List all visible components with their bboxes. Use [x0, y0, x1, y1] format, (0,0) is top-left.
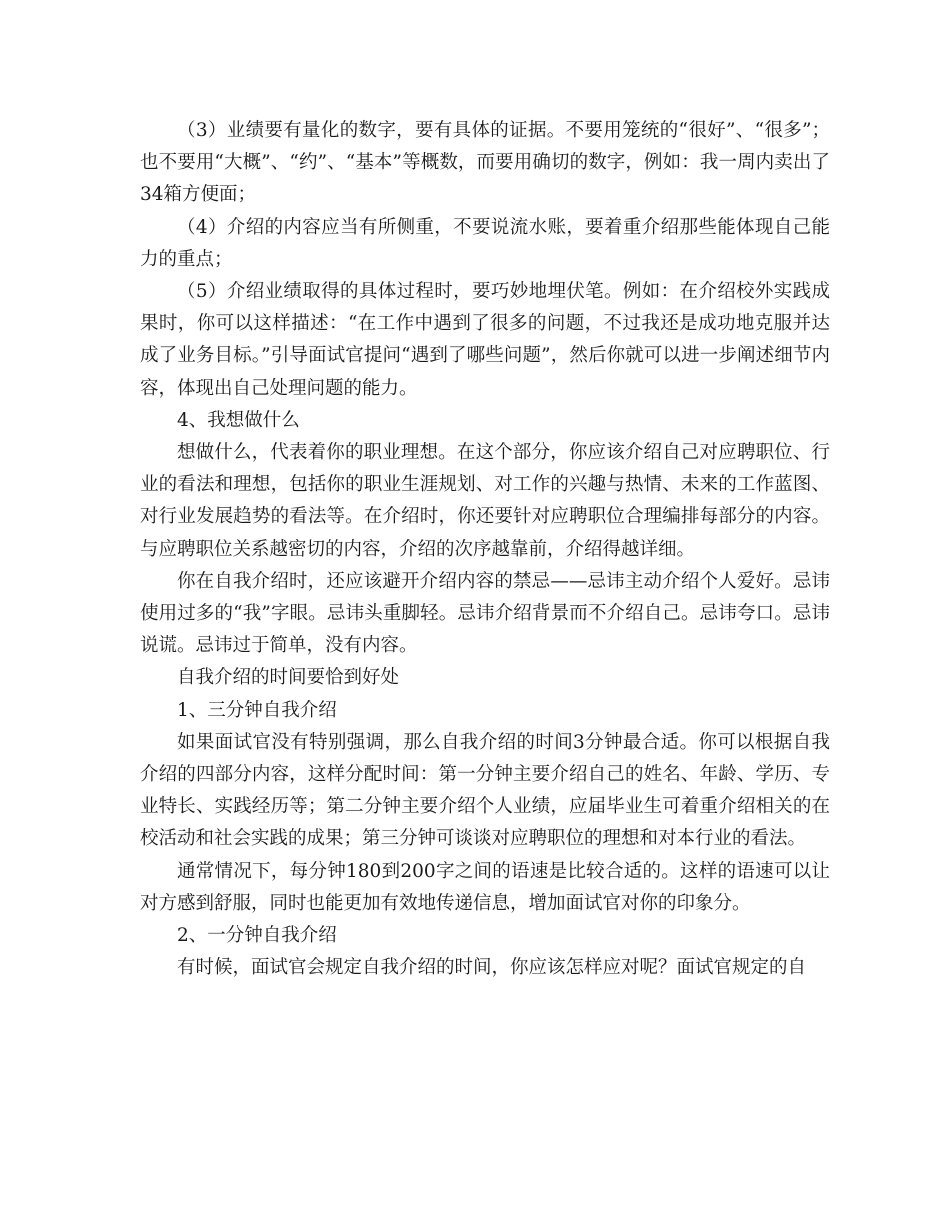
subheading-one-minute: 2、一分钟自我介绍 [177, 925, 337, 947]
paragraph-one-minute: 有时候，面试官会规定自我介绍的时间，你应该怎样应对呢？面试官规定的自 [177, 957, 807, 979]
paragraph-taboos: 你在自我介绍时，还应该避开介绍内容的禁忌——忌讳主动介绍个人爱好。忌讳使用过多的“我”字眼。忌讳头重脚轻。忌讳介绍背景而不介绍自己。忌讳夸口。忌讳说谎。忌讳过于简单，没有内容。 [140, 570, 830, 657]
section-heading-what-i-want: 4、我想做什么 [177, 409, 300, 431]
paragraph-three-minute: 如果面试官没有特别强调，那么自我介绍的时间3分钟最合适。你可以根据自我介绍的四部分内容，这样分配时间：第一分钟主要介绍自己的姓名、年龄、学历、专业特长、实践经历等；第二分钟主要介绍个人业绩，应届毕业生可着重介绍相关的在校活动和社会实践的成果；第三分钟可谈谈对应聘职位的理想和对本行业的看法。 [140, 731, 830, 850]
subheading-three-minute: 1、三分钟自我介绍 [177, 699, 337, 721]
document-body [140, 115, 830, 984]
paragraph-point-4: （4）介绍的内容应当有所侧重，不要说流水账，要着重介绍那些能体现自己能力的重点； [140, 216, 830, 270]
paragraph-speech-rate: 通常情况下，每分钟180到200字之间的语速是比较合适的。这样的语速可以让对方感到舒服，同时也能更加有效地传递信息，增加面试官对你的印象分。 [140, 860, 830, 914]
paragraph-point-3: （3）业绩要有量化的数字，要有具体的证据。不要用笼统的“很好”、“很多”；也不要用“大概”、“约”、“基本”等概数，而要用确切的数字，例如：我一周内卖出了34箱方便面； [140, 120, 830, 206]
section-heading-timing: 自我介绍的时间要恰到好处 [177, 667, 400, 689]
paragraph-career-ideal: 想做什么，代表着你的职业理想。在这个部分，你应该介绍自己对应聘职位、行业的看法和理想，包括你的职业生涯规划、对工作的兴趣与热情、未来的工作蓝图、对行业发展趋势的看法等。在介绍时，你还要针对应聘职位合理编排每部分的内容。与应聘职位关系越密切的内容，介绍的次序越靠前，介绍得越详细。 [140, 442, 830, 560]
paragraph-point-5: （5）介绍业绩取得的具体过程时，要巧妙地埋伏笔。例如：在介绍校外实践成果时，你可以这样描述：“在工作中遇到了很多的问题，不过我还是成功地克服并达成了业务目标。”引导面试官提问“遇到了哪些问题”，然后你就可以进一步阐述细节内容，体现出自己处理问题的能力。 [140, 281, 830, 399]
